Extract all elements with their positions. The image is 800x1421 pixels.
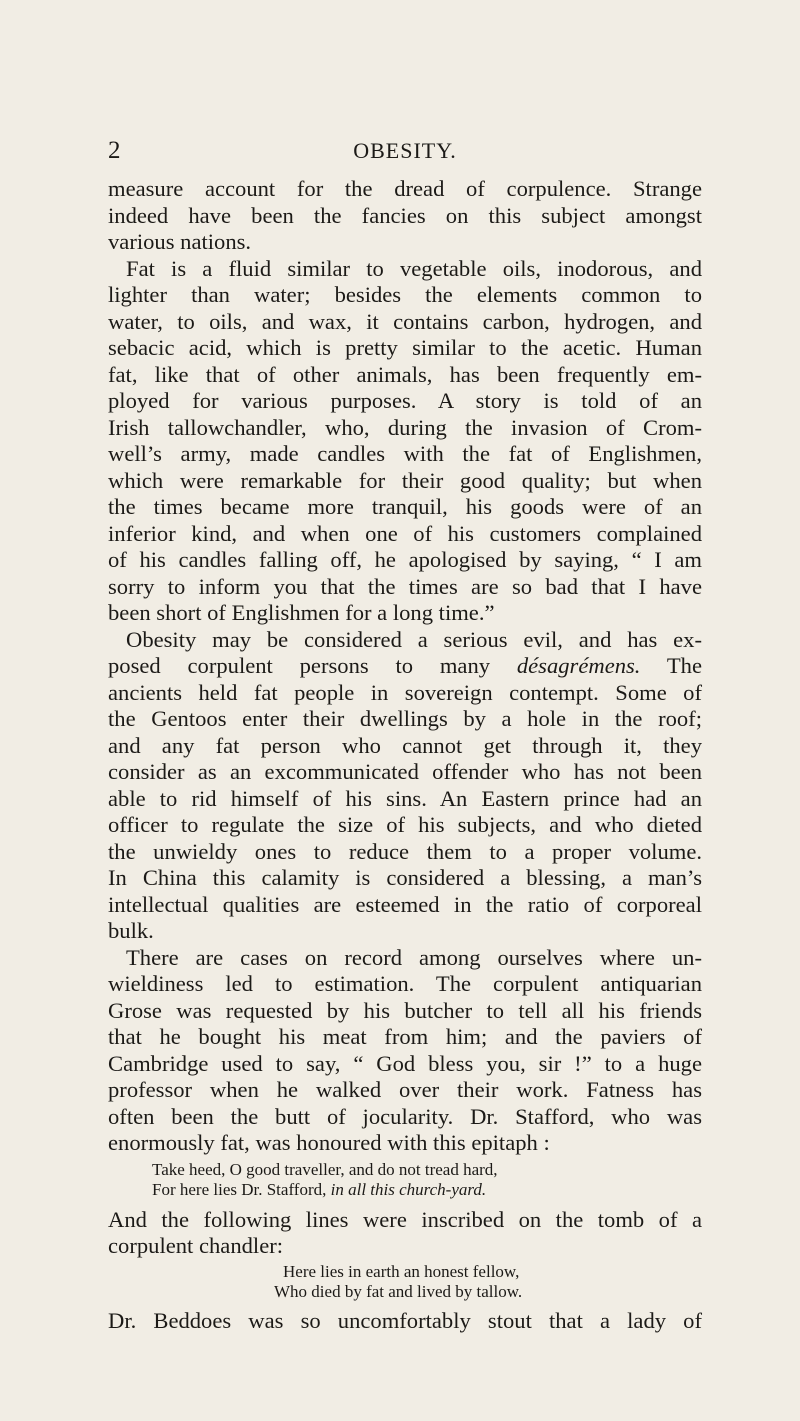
text-line: And the following lines were inscribed on the tomb of a xyxy=(108,1206,702,1232)
text-line: often been the butt of jocularity. Dr. Stafford, who was xyxy=(108,1103,702,1129)
text-line: bulk. xyxy=(108,918,154,943)
text-line: professor when he walked over their work. Fatness has xyxy=(108,1077,702,1102)
text-fragment: For here lies Dr. Stafford, xyxy=(152,1179,331,1199)
text-line: corpulent chandler: xyxy=(108,1233,284,1258)
text-line: intellectual qualities are esteemed in the ratio of corporeal xyxy=(108,891,702,917)
verse-line: Here lies in earth an honest fellow, xyxy=(283,1261,520,1281)
text-line: Grose was requested by his butcher to tell all his friends xyxy=(108,997,702,1023)
running-title: OBESITY. xyxy=(353,138,457,163)
text-line: Irish tallowchandler, who, during the invasion of Crom- xyxy=(108,414,702,440)
text-line: various nations. xyxy=(108,229,252,254)
verse-line: Who died by fat and lived by tallow. xyxy=(274,1281,523,1301)
paragraph xyxy=(108,256,702,627)
text-line: been short of Englishmen for a long time.” xyxy=(108,600,495,625)
paragraph xyxy=(108,1308,702,1335)
text-line: measure account for the dread of corpulence. Strange xyxy=(108,176,702,201)
text-line: officer to regulate the size of his subjects, and who dieted xyxy=(108,812,702,837)
text-line: lighter than water; besides the elements common to xyxy=(108,282,702,307)
text-line: ployed for various purposes. A story is told of an xyxy=(108,388,702,413)
text-line: Cambridge used to say, “ God bless you, sir !” to a huge xyxy=(108,1050,702,1076)
paragraph xyxy=(108,945,702,1157)
text-line: ancients held fat people in sovereign contempt. Some of xyxy=(108,679,702,705)
text-line: that he bought his meat from him; and the paviers of xyxy=(108,1024,702,1049)
text-line: enormously fat, was honoured with this epitaph : xyxy=(108,1130,550,1155)
italic-phrase: in all this church-yard. xyxy=(330,1179,487,1199)
page-header xyxy=(108,136,702,166)
text-line: Dr. Beddoes was so uncomfortably stout that a lady of xyxy=(108,1307,702,1333)
text-line: water, to oils, and wax, it contains carbon, hydrogen, and xyxy=(108,308,702,334)
body-text xyxy=(108,176,702,1334)
verse-line: Take heed, O good traveller, and do not tread hard, xyxy=(152,1159,498,1179)
text-line: the unwieldy ones to reduce them to a proper volume. xyxy=(108,838,702,864)
text-line: fat, like that of other animals, has been frequently em- xyxy=(108,361,702,387)
epitaph-chandler xyxy=(108,1262,702,1302)
epitaph-stafford xyxy=(108,1160,702,1200)
text-line: inferior kind, and when one of his customers complained xyxy=(108,520,702,546)
paragraph xyxy=(108,176,702,256)
page-number: 2 xyxy=(108,137,121,164)
text-line: which were remarkable for their good quality; but when xyxy=(108,467,702,493)
italic-phrase: désagrémens. xyxy=(516,653,641,678)
text-line: sebacic acid, which is pretty similar to the acetic. Human xyxy=(108,335,702,360)
text-line: In China this calamity is considered a blessing, a man’s xyxy=(108,865,702,890)
text-line: able to rid himself of his sins. An Eastern prince had an xyxy=(108,785,702,811)
text-line: consider as an excommunicated offender who has not been xyxy=(108,759,702,784)
verse-line xyxy=(108,1180,702,1200)
text-line: well’s army, made candles with the fat of Englishmen, xyxy=(108,441,702,466)
text-line: sorry to inform you that the times are so bad that I have xyxy=(108,573,702,599)
text-line: Fat is a fluid similar to vegetable oils, inodorous, and xyxy=(126,255,702,281)
text-line: wieldiness led to estimation. The corpulent antiquarian xyxy=(108,971,702,996)
paragraph xyxy=(108,627,702,945)
text-line: of his candles falling off, he apologised by saying, “ I am xyxy=(108,547,702,572)
text-line: and any fat person who cannot get through it, they xyxy=(108,732,702,758)
text-line: There are cases on record among ourselves where un- xyxy=(126,944,702,970)
text-line: indeed have been the fancies on this subject amongst xyxy=(108,202,702,228)
text-fragment: posed corpulent persons to many xyxy=(108,653,517,678)
text-line: the times became more tranquil, his goods were of an xyxy=(108,494,702,519)
text-line xyxy=(108,653,702,680)
text-line: Obesity may be considered a serious evil, and has ex- xyxy=(126,626,702,652)
text-fragment: The xyxy=(640,653,702,678)
paragraph xyxy=(108,1207,702,1260)
text-line: the Gentoos enter their dwellings by a hole in the roof; xyxy=(108,706,702,731)
